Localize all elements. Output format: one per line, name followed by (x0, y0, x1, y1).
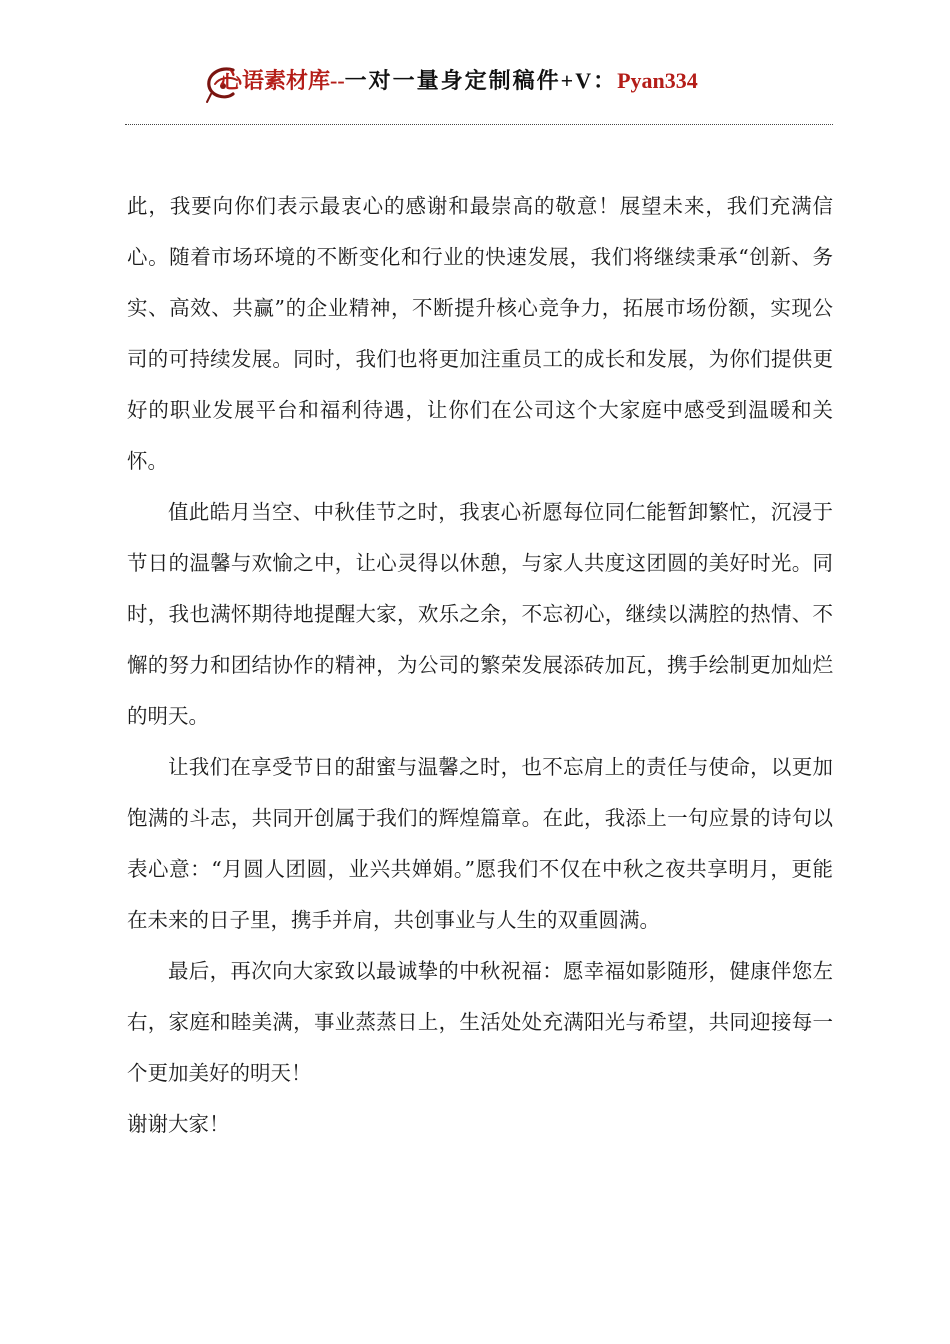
page-header (0, 58, 950, 108)
brand-name: 心语素材库 (220, 68, 331, 93)
paragraph-responsibility: 让我们在享受节日的甜蜜与温馨之时，也不忘肩上的责任与使命，以更加饱满的斗志，共同开创属于我们的辉煌篇章。在此，我添上一句应景的诗句以表心意：“月圆人团圆，业兴共婵娟。”愿我们不仅在中秋之夜共享明月，更能在未来的日子里，携手并肩，共创事业与人生的双重圆满。 (127, 755, 833, 932)
paragraph-thanks: 谢谢大家！ (127, 1112, 230, 1136)
paragraph-closing-blessing: 最后，再次向大家致以最诚挚的中秋祝福：愿幸福如影随形，健康伴您左右，家庭和睦美满，事业蒸蒸日上，生活处处充满阳光与希望，共同迎接每一个更加美好的明天！ (127, 959, 833, 1085)
paragraph-mid-autumn-wish: 值此皓月当空、中秋佳节之时，我衷心祈愿每位同仁能暂卸繁忙，沉浸于节日的温馨与欢愉之中，让心灵得以休憩，与家人共度这团圆的美好时光。同时，我也满怀期待地提醒大家，欢乐之余，不忘初心，继续以满腔的热情、不懈的努力和团结协作的精神，为公司的繁荣发展添砖加瓦，携手绘制更加灿烂的明天。 (127, 500, 833, 728)
header-contact: Pyan334 (617, 68, 698, 93)
header-tagline: 一对一量身定制稿件+V： (344, 68, 618, 93)
header-divider (125, 124, 833, 125)
header-separator: -- (330, 68, 345, 93)
paragraph-continuation: 此，我要向你们表示最衷心的感谢和最崇高的敬意！展望未来，我们充满信心。随着市场环境的不断变化和行业的快速发展，我们将继续秉承“创新、务实、高效、共赢”的企业精神，不断提升核心竞争力，拓展市场份额，实现公司的可持续发展。同时，我们也将更加注重员工的成长和发展，为你们提供更好的职业发展平台和福利待遇，让你们在公司这个大家庭中感受到温暖和关怀。 (127, 194, 833, 473)
header-title (220, 64, 698, 98)
document-body (127, 181, 833, 1150)
